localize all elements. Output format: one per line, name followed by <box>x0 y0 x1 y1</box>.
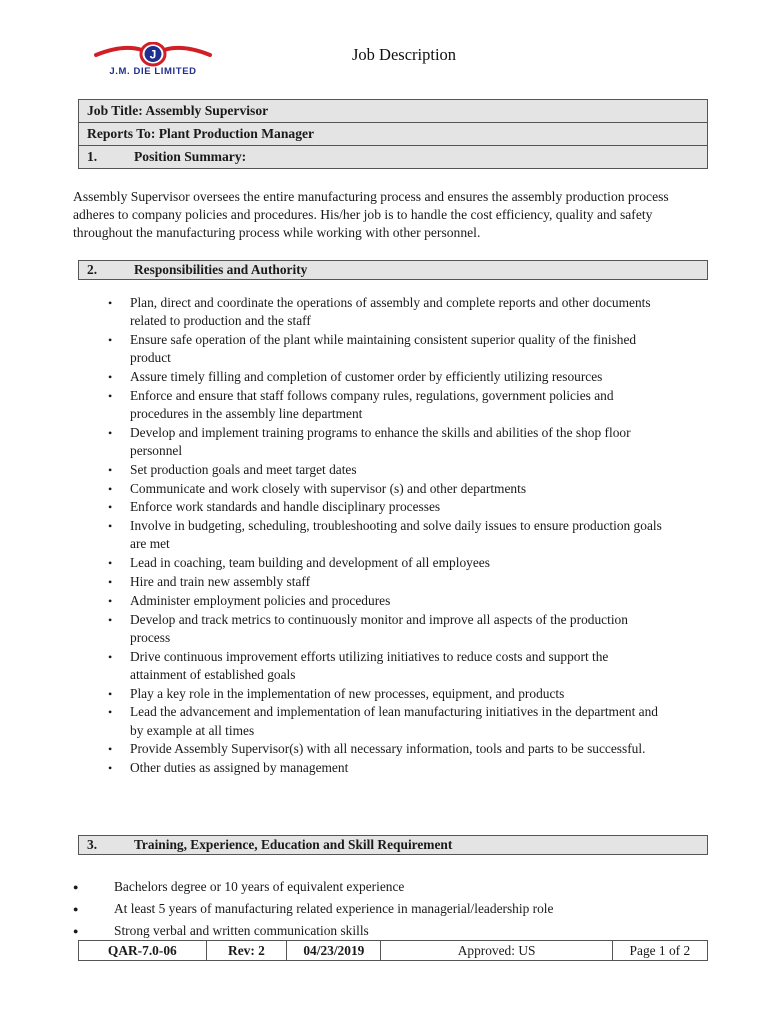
list-item: • Communicate and work closely with supervisor (s) and other departments <box>108 480 668 498</box>
requirements-list <box>73 876 673 942</box>
list-item: • Develop and track metrics to continuously monitor and improve all aspects of the production process <box>108 611 668 647</box>
table-row <box>79 146 708 169</box>
company-logo <box>78 42 228 78</box>
logo-emblem-icon <box>78 42 228 68</box>
list-item: • Plan, direct and coordinate the operations of assembly and complete reports and other documents related to production and the staff <box>108 294 668 330</box>
date-cell: 04/23/2019 <box>287 941 381 961</box>
list-item: • Other duties as assigned by management <box>108 759 668 777</box>
document-title: Job Description <box>352 45 457 64</box>
logo-text: J.M. DIE LIMITED <box>109 66 197 77</box>
table-row <box>79 941 708 961</box>
section-title: Responsibilities and Authority <box>134 262 308 277</box>
list-item: • Set production goals and meet target dates <box>108 461 668 479</box>
list-item: • Develop and implement training programs to enhance the skills and abilities of the shop floor personnel <box>108 424 668 460</box>
job-info-table <box>78 99 708 169</box>
revision-cell: Rev: 2 <box>206 941 287 961</box>
section-title: Position Summary: <box>134 149 247 164</box>
list-item: ● Strong verbal and written communication skills <box>73 920 673 942</box>
position-summary-text: Assembly Supervisor oversees the entire manufacturing process and ensures the assembly production process adheres to company policies and procedures. His/her job is to handle the cost efficiency, quality and safety throughout the manufacturing process while working with other personnel. <box>73 189 669 241</box>
list-item: • Lead the advancement and implementation of lean manufacturing initiatives in the department and by example at all times <box>108 703 668 739</box>
job-title-cell: Job Title: Assembly Supervisor <box>79 100 708 123</box>
list-item: • Play a key role in the implementation of new processes, equipment, and products <box>108 685 668 703</box>
logo-letter: J <box>149 47 157 62</box>
list-item: • Drive continuous improvement efforts utilizing initiatives to reduce costs and support the attainment of established goals <box>108 648 668 684</box>
reports-to-cell: Reports To: Plant Production Manager <box>79 123 708 146</box>
list-item: • Assure timely filling and completion of customer order by efficiently utilizing resources <box>108 368 668 386</box>
list-item: • Enforce and ensure that staff follows company rules, regulations, government policies and procedures in the assembly line department <box>108 387 668 423</box>
list-item: • Provide Assembly Supervisor(s) with all necessary information, tools and parts to be successful. <box>108 740 668 758</box>
section-heading-1 <box>79 146 708 169</box>
page-number-cell: Page 1 of 2 <box>612 941 707 961</box>
responsibilities-list <box>108 294 668 778</box>
section-title: Training, Experience, Education and Skill Requirement <box>134 837 453 852</box>
doc-code-cell: QAR-7.0-06 <box>79 941 207 961</box>
section-number: 2. <box>87 262 98 277</box>
approved-cell: Approved: US <box>381 941 612 961</box>
section-heading-2 <box>78 260 708 280</box>
list-item: • Ensure safe operation of the plant while maintaining consistent superior quality of the finished product <box>108 331 668 367</box>
table-row <box>79 123 708 146</box>
list-item: • Lead in coaching, team building and development of all employees <box>108 554 668 572</box>
list-item: • Enforce work standards and handle disciplinary processes <box>108 498 668 516</box>
section-number: 1. <box>87 149 98 164</box>
section-heading-3 <box>78 835 708 855</box>
table-row <box>79 100 708 123</box>
section-number: 3. <box>87 837 98 852</box>
list-item: • Hire and train new assembly staff <box>108 573 668 591</box>
list-item: ● At least 5 years of manufacturing related experience in managerial/leadership role <box>73 898 673 920</box>
list-item: ● Bachelors degree or 10 years of equivalent experience <box>73 876 673 898</box>
list-item: • Administer employment policies and procedures <box>108 592 668 610</box>
list-item: • Involve in budgeting, scheduling, troubleshooting and solve daily issues to ensure production goals are met <box>108 517 668 553</box>
document-footer-table <box>78 940 708 961</box>
